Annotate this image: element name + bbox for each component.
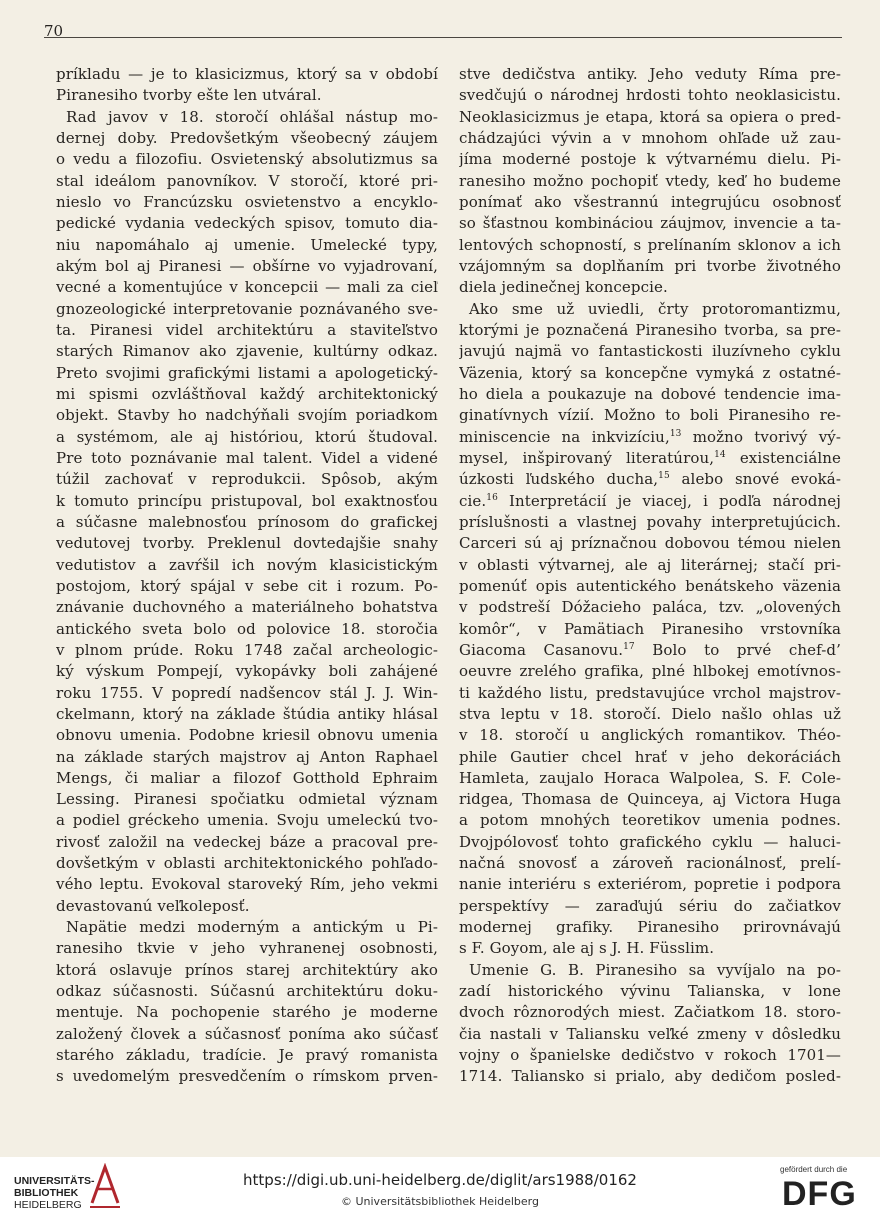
text-line: oeuvre zrelého grafika, plné hlbokej emotívnos- xyxy=(459,662,841,681)
text-line: ranesiho možno pochopiť vtedy, keď ho budeme xyxy=(459,171,841,190)
text-line: 1714. Taliansko si prialo, aby dedičom posled- xyxy=(459,1067,841,1086)
left-text-column xyxy=(56,64,438,1088)
funder-caption: gefördert durch die xyxy=(780,1165,848,1174)
text-line: Väzenia, ktorý sa koncepčne vymyká z ostatné- xyxy=(459,363,841,382)
text-line: a podiel gréckeho umenia. Svoju umeleckú tvo- xyxy=(56,811,438,830)
text-line xyxy=(459,491,841,512)
text-line: svedčujú o národnej hrdosti tohto neoklasicistu. xyxy=(459,86,841,105)
footnote-marker[interactable]: 16 xyxy=(486,492,498,503)
text-line: túžil zachovať v reprodukcii. Spôsob, akým xyxy=(56,470,438,489)
footnote-marker[interactable]: 15 xyxy=(658,471,670,482)
text-line xyxy=(459,448,841,469)
text-line: Carceri sú aj príznačnou dobovou témou nielen xyxy=(459,534,841,553)
text-line: ranesiho tkvie v jeho vyhranenej osobnosti, xyxy=(56,939,438,958)
text-line: ckelmann, ktorý na základe štúdia antiky hlásal xyxy=(56,704,438,723)
page-number: 70 xyxy=(44,22,64,40)
text-line: Dvojpólovosť tohto grafického cyklu — haluci- xyxy=(459,832,841,851)
text-line: starých Rimanov ako zjavenie, kultúrny odkaz. xyxy=(56,342,438,361)
text-line: Umenie G. B. Piranesiho sa vyvíjalo na po- xyxy=(469,960,841,979)
text-line: pomenúť opis autentického benátskeho väzenia xyxy=(459,576,841,595)
text-line: založený človek a súčasnosť poníma ako súčasť xyxy=(56,1024,438,1043)
text-line: modernej grafiky. Piranesiho prirovnávajú xyxy=(459,918,841,937)
text-fragment: možno tvorivý vý- xyxy=(681,427,841,446)
header-rule xyxy=(44,37,842,38)
text-line xyxy=(459,469,841,490)
text-line: ponímať ako všestrannú integrujúcu osobnosť xyxy=(459,192,841,211)
text-line xyxy=(459,640,841,661)
text-fragment: cie. xyxy=(459,491,487,510)
text-line: v plnom prúde. Roku 1748 začal archeologic- xyxy=(56,640,438,659)
text-line: pedické vydania vedeckých spisov, tomuto dia- xyxy=(56,214,438,233)
document-url-link[interactable]: https://digi.ub.uni-heidelberg.de/diglit/ars1988/0162 xyxy=(243,1171,637,1189)
viewer-footer xyxy=(0,1157,880,1219)
text-line: Hamleta, zaujalo Horaca Walpolea, S. F. Cole- xyxy=(459,768,841,787)
text-line: jíma moderné postoje k výtvarnému dielu. Pi- xyxy=(459,150,841,169)
text-line: vojny o španielske dedičstvo v rokoch 1701— xyxy=(459,1046,841,1065)
text-line: príslušnosti a vlastnej povahy interpretujúcich. xyxy=(459,512,841,531)
text-line: postojom, ktorý spájal v sebe cit i rozum. Po- xyxy=(56,576,438,595)
text-fragment: miniscencie na inkvizíciu, xyxy=(459,427,670,446)
text-line: rivosť založil na vedeckej báze a pracoval pre- xyxy=(56,832,438,851)
library-logo-line: HEIDELBERG xyxy=(14,1199,82,1211)
library-logo-line: UNIVERSITÄTS- xyxy=(14,1175,95,1187)
text-line: ktorá oslavuje prínos starej architektúry ako xyxy=(56,960,438,979)
text-line: Preto svojimi grafickými listami a apologetický- xyxy=(56,363,438,382)
text-line: phile Gautier chcel hrať v jeho dekoráciách xyxy=(459,747,841,766)
text-line: gnozeologické interpretovanie poznávaného sve- xyxy=(56,299,438,318)
text-line: niu napomáhalo aj umenie. Umelecké typy, xyxy=(56,235,438,254)
text-line: vého leptu. Evokoval staroveký Rím, jeho vekmi xyxy=(56,875,438,894)
dfg-logo[interactable]: DFG xyxy=(782,1175,857,1213)
text-line: ti každého listu, predstavujúce vrchol majstrov- xyxy=(459,683,841,702)
text-line: Piranesiho tvorby ešte len utváral. xyxy=(56,86,322,105)
text-line: obnovu umenia. Podobne kriesil obnovu umenia xyxy=(56,726,438,745)
text-line: akým bol aj Piranesi — obšírne vo vyjadrovaní, xyxy=(56,256,438,275)
text-line: objekt. Stavby ho nadchýňali svojím poriadkom xyxy=(56,406,438,425)
text-line: mi spismi ozvláštňoval každý architektonický xyxy=(56,384,438,403)
footnote-marker[interactable]: 17 xyxy=(623,641,635,652)
text-line: k tomuto princípu pristupoval, bol exaktnosťou xyxy=(56,491,438,510)
text-line: antického sveta bolo od polovice 18. storočia xyxy=(56,619,438,638)
text-line: nieslo vo Francúzsku osvietenstvo a encyklo- xyxy=(56,192,438,211)
text-line: roku 1755. V popredí nadšencov stál J. J. Win- xyxy=(56,683,438,702)
text-line: v oblasti výtvarnej, ale aj literárnej; stačí pri- xyxy=(459,555,841,574)
text-line: Ako sme už uviedli, črty protoromantizmu, xyxy=(469,299,841,318)
text-line: načná snovosť a zároveň racionálnosť, prelí- xyxy=(459,854,841,873)
text-line: javujú najmä vo fantastickosti iluzívneho cyklu xyxy=(459,342,841,361)
text-line: starého základu, tradície. Je pravý romanista xyxy=(56,1046,438,1065)
text-line: na základe starých majstrov aj Anton Raphael xyxy=(56,747,438,766)
text-line: s uvedomelým presvedčením o rímskom prven- xyxy=(56,1067,438,1086)
text-line: stal ideálom panovníkov. V storočí, ktoré pri- xyxy=(56,171,438,190)
text-fragment: Giacoma Casanovu. xyxy=(459,640,624,659)
text-line: Neoklasicizmus je etapa, ktorá sa opiera o pred- xyxy=(459,107,841,126)
text-line: o vedu a filozofiu. Osvietenský absolutizmus sa xyxy=(56,150,438,169)
text-line: znávanie duchovného a materiálneho bohatstva xyxy=(56,598,438,617)
text-line: Napätie medzi moderným a antickým u Pi- xyxy=(66,918,438,937)
text-line: odkaz súčasnosti. Súčasnú architektúru doku- xyxy=(56,982,438,1001)
text-line: dovšetkým v oblasti architektonického pohľado- xyxy=(56,854,438,873)
text-line: lentových schopností, s prelínaním sklonov a ich xyxy=(459,235,841,254)
text-line: v 18. storočí u anglických romantikov. Théo- xyxy=(459,726,841,745)
text-line: so šťastnou kombináciou záujmov, invencie a ta- xyxy=(459,214,841,233)
text-line: chádzajúci vývin a v mnohom ohľade už zau- xyxy=(459,128,841,147)
text-line: perspektívy — zaraďujú sériu do začiatkov xyxy=(459,896,841,915)
text-line: Mengs, či maliar a filozof Gotthold Ephraim xyxy=(56,768,438,787)
text-line: Pre toto poznávanie mal talent. Videl a videné xyxy=(56,448,438,467)
text-line: a súčasne malebnosťou prínosom do grafickej xyxy=(56,512,438,531)
right-text-column xyxy=(459,64,841,1088)
copyright-notice: © Universitätsbibliothek Heidelberg xyxy=(340,1195,539,1208)
text-line: ktorými je poznačená Piranesiho tvorba, sa pre- xyxy=(459,320,841,339)
text-line: ta. Piranesi videl architektúru a staviteľstvo xyxy=(56,320,438,339)
library-logo-line: BIBLIOTHEK xyxy=(14,1187,79,1199)
text-line: Rad javov v 18. storočí ohlášal nástup mo- xyxy=(66,107,438,126)
text-line: ký výskum Pompejí, vykopávky boli zahájené xyxy=(56,662,438,681)
text-line: a potom mnohých teoretikov umenia podnes. xyxy=(459,811,841,830)
text-line: ginatívnych vízií. Možno to boli Piranesiho re- xyxy=(459,406,841,425)
footnote-marker[interactable]: 13 xyxy=(669,428,682,439)
text-line: čia nastali v Taliansku veľké zmeny v dôsledku xyxy=(459,1024,841,1043)
text-line: dvoch rôznorodých miest. Začiatkom 18. storo- xyxy=(459,1003,841,1022)
text-line: a systémom, ale aj históriou, ktorú študoval. xyxy=(56,427,438,446)
text-line: zadí historického vývinu Talianska, v lone xyxy=(459,982,841,1001)
text-line: ridgea, Thomasa de Quinceya, aj Victora Huga xyxy=(459,790,841,809)
text-line: nanie interiéru s exteriérom, popretie i podpora xyxy=(459,875,841,894)
text-line xyxy=(459,427,841,448)
text-fragment: Interpretácií je viacej, i podľa národnej xyxy=(497,491,841,510)
text-line: vedutovej tvorby. Preklenul dovtedajšie snahy xyxy=(56,534,438,553)
text-line: mentuje. Na pochopenie starého je moderne xyxy=(56,1003,438,1022)
text-line: v podstreší Dóžacieho paláca, tzv. „olovených xyxy=(459,598,841,617)
text-line: vecné a komentujúce v koncepcii — mali za cieľ xyxy=(56,278,438,297)
text-line: vedutistov a zavŕšil ich novým klasicistickým xyxy=(56,555,438,574)
text-line: diela jedinečnej koncepcie. xyxy=(459,278,668,297)
text-fragment: Bolo to prvé chef-d’ xyxy=(634,640,841,659)
text-fragment: mysel, inšpirovaný literatúrou, xyxy=(459,448,715,467)
text-line: vzájomným sa doplňaním pri tvorbe životného xyxy=(459,256,841,275)
footnote-marker[interactable]: 14 xyxy=(714,449,726,460)
text-line: stva leptu v 18. storočí. Dielo našlo ohlas už xyxy=(459,704,841,723)
text-line: komôr“, v Pamätiach Piranesiho vrstovníka xyxy=(459,619,841,638)
text-line: príkladu — je to klasicizmus, ktorý sa v období xyxy=(56,65,438,83)
text-line: s F. Goyom, ale aj s J. H. Füsslim. xyxy=(459,939,715,958)
text-line: dernej doby. Predovšetkým všeobecný záujem xyxy=(56,128,438,147)
text-fragment: úzkosti ľudského ducha, xyxy=(459,470,659,489)
text-fragment: alebo snové evoká- xyxy=(669,470,841,489)
text-line: ho diela a poukazuje na dobové tendencie ima- xyxy=(459,384,841,403)
text-line: Lessing. Piranesi spočiatku odmietal význam xyxy=(56,790,438,809)
text-line: devastovanú veľkoleposť. xyxy=(56,896,250,915)
text-line: stve dedičstva antiky. Jeho veduty Ríma pre- xyxy=(459,65,841,83)
text-fragment: existenciálne xyxy=(725,448,841,467)
